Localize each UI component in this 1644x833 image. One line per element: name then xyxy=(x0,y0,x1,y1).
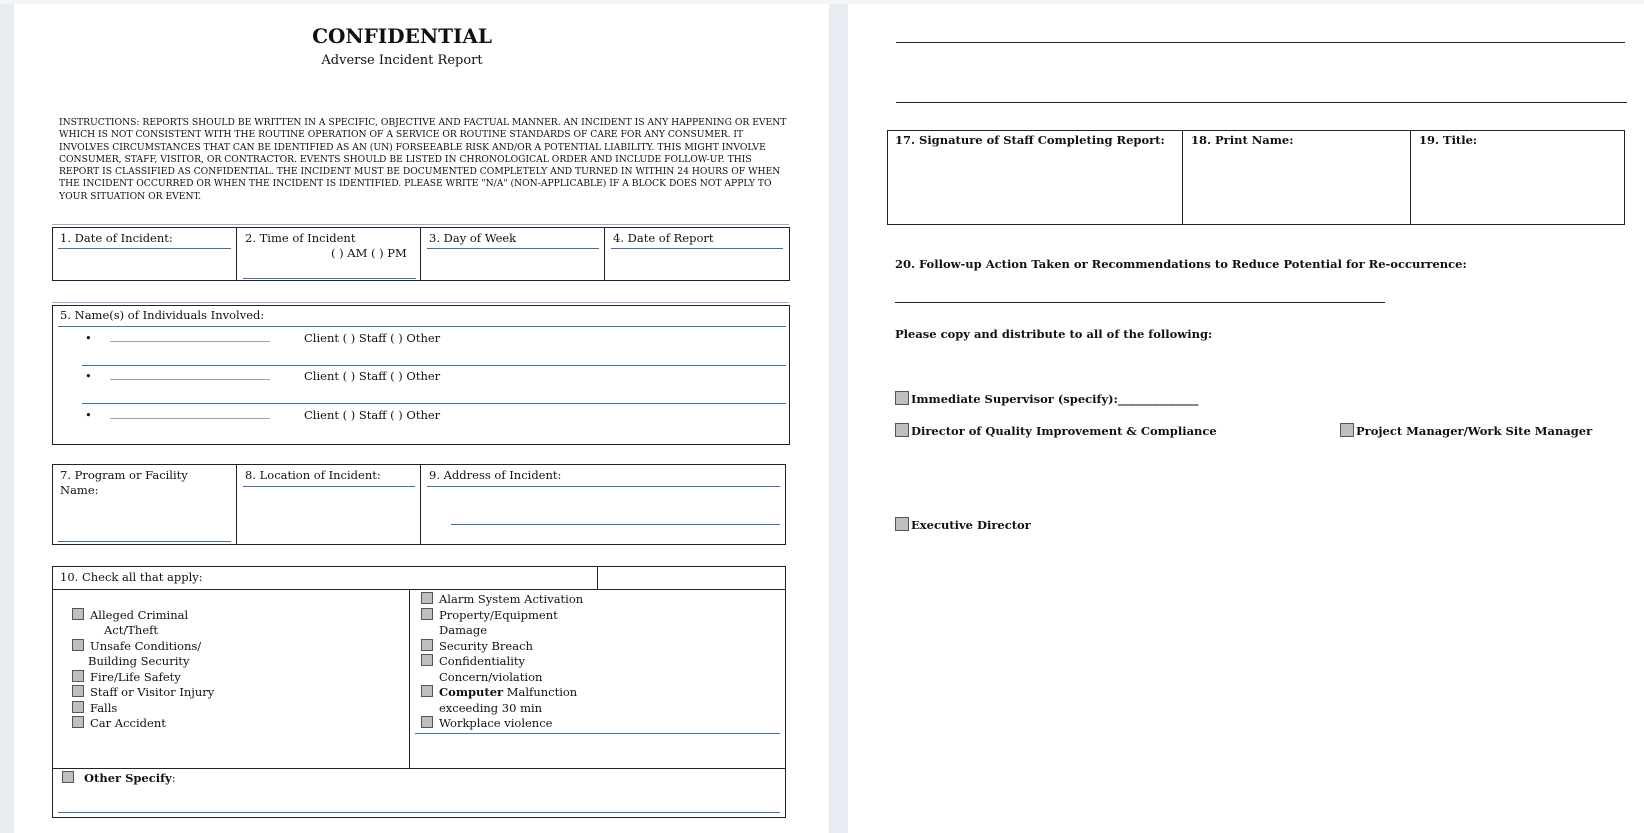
page-1 xyxy=(14,4,829,833)
checkbox-alleged-criminal[interactable] xyxy=(72,608,84,620)
checkbox-unsafe-conditions[interactable] xyxy=(72,639,84,651)
address-field-2[interactable] xyxy=(451,524,780,525)
checkbox-staff-visitor-injury[interactable] xyxy=(72,685,84,697)
individuals-label: 5. Name(s) of Individuals Involved: xyxy=(60,308,265,322)
other-specify-label: Other Specify: xyxy=(84,771,176,785)
option-label: exceeding 30 min xyxy=(439,701,543,715)
program-field[interactable] xyxy=(58,541,231,542)
role-options-3[interactable]: Client ( ) Staff ( ) Other xyxy=(304,408,441,422)
date-of-incident-label: 1. Date of Incident: xyxy=(60,231,173,245)
location-label: 8. Location of Incident: xyxy=(245,468,381,482)
option-label: Alleged Criminal xyxy=(90,608,189,622)
follow-up-field[interactable] xyxy=(895,302,1385,303)
bullet: • xyxy=(85,331,92,345)
checkbox-workplace-violence[interactable] xyxy=(421,716,433,728)
blank-line[interactable] xyxy=(896,42,1625,43)
address-label: 9. Address of Incident: xyxy=(429,468,562,482)
check-all-label: 10. Check all that apply: xyxy=(60,570,203,584)
checkbox-immediate-supervisor[interactable] xyxy=(895,391,909,405)
checkbox-falls[interactable] xyxy=(72,701,84,713)
day-of-week-label: 3. Day of Week xyxy=(429,231,517,245)
option-label: Staff or Visitor Injury xyxy=(90,685,215,699)
follow-up-label: 20. Follow-up Action Taken or Recommendations to Reduce Potential for Re-occurrence: xyxy=(895,257,1467,271)
name-field-1[interactable]: ________________________________ xyxy=(110,331,270,342)
option-label: Workplace violence xyxy=(439,716,553,730)
option-label: Car Accident xyxy=(90,716,166,730)
checkbox-fire-life-safety[interactable] xyxy=(72,670,84,682)
title-label: 19. Title: xyxy=(1419,133,1478,147)
checkbox-property-damage[interactable] xyxy=(421,608,433,620)
page-subtitle: Adverse Incident Report xyxy=(321,53,483,68)
option-label: Property/Equipment xyxy=(439,608,558,622)
date-of-report-label: 4. Date of Report xyxy=(613,231,714,245)
bullet: • xyxy=(85,369,92,383)
bullet: • xyxy=(85,408,92,422)
signature-label: 17. Signature of Staff Completing Report: xyxy=(895,133,1165,147)
checkbox-security-breach[interactable] xyxy=(421,639,433,651)
other-specify-field[interactable] xyxy=(58,812,780,813)
option-label: Computer Malfunction xyxy=(439,685,578,699)
option-label: Fire/Life Safety xyxy=(90,670,181,684)
print-name-label: 18. Print Name: xyxy=(1191,133,1294,147)
option-label: Confidentiality xyxy=(439,654,526,668)
am-pm-options[interactable]: ( ) AM ( ) PM xyxy=(331,246,407,260)
checkbox-executive-director[interactable] xyxy=(895,517,909,531)
option-label: Concern/violation xyxy=(439,670,543,684)
name-field-2[interactable]: ________________________________ xyxy=(110,369,270,380)
role-options-2[interactable]: Client ( ) Staff ( ) Other xyxy=(304,369,441,383)
option-label: Immediate Supervisor (specify):______________ xyxy=(911,392,1199,406)
option-label: Act/Theft xyxy=(104,623,159,637)
date-of-incident-field[interactable] xyxy=(58,248,231,249)
option-label: Security Breach xyxy=(439,639,533,653)
distribute-label: Please copy and distribute to all of the following: xyxy=(895,327,1213,341)
name-field-3[interactable]: ________________________________ xyxy=(110,408,270,419)
option-label: Unsafe Conditions/ xyxy=(90,639,202,653)
option-label: Alarm System Activation xyxy=(439,592,584,606)
page-title: CONFIDENTIAL xyxy=(312,24,492,48)
option-label: Director of Quality Improvement & Compliance xyxy=(911,424,1217,438)
option-label: Project Manager/Work Site Manager xyxy=(1356,424,1593,438)
checkbox-car-accident[interactable] xyxy=(72,716,84,728)
time-of-incident-field[interactable] xyxy=(243,278,416,279)
checkbox-project-manager[interactable] xyxy=(1340,423,1354,437)
instructions-text: INSTRUCTIONS: REPORTS SHOULD BE WRITTEN IN A SPECIFIC, OBJECTIVE AND FACTUAL MANNER. AN INCIDENT IS ANY HAPPENING OR EVENT WHICH IS NOT CONSISTENT WITH THE ROUTINE OPERATION OF A SERVICE OR ROUTINE STANDARDS OF CARE FOR ANY CONSUMER. IT INVOLVES CIRCUMSTANCES THAT CAN BE IDENTIFIED AS AN (UN) FORSEEABLE RISK AND/OR A POTENTIAL LIABILITY. THIS MIGHT INVOLVE CONSUMER, STAFF, VISITOR, OR CONTRACTOR. EVENTS SHOULD BE LISTED IN CHRONOLOGICAL ORDER AND INCLUDE FOLLOW-UP. THIS REPORT IS CLASSIFIED AS CONFIDENTIAL. THE INCIDENT MUST BE DOCUMENTED COMPLETELY AND TURNED IN WITHIN 24 HOURS OF WHEN THE INCIDENT OCCURRED OR WHEN THE INCIDENT IS IDENTIFIED. PLEASE WRITE "N/A" (NON-APPLICABLE) IF A BLOCK DOES NOT APPLY TO YOUR SITUATION OR EVENT. xyxy=(59,117,787,202)
program-label-2: Name: xyxy=(60,483,99,497)
option-label: Executive Director xyxy=(911,518,1031,532)
checkbox-director-qi[interactable] xyxy=(895,423,909,437)
checkbox-alarm-system[interactable] xyxy=(421,592,433,604)
option-label: Building Security xyxy=(88,654,190,668)
checkbox-other-specify[interactable] xyxy=(62,771,74,783)
page-2 xyxy=(848,4,1644,833)
date-of-report-field[interactable] xyxy=(611,248,783,249)
time-of-incident-label: 2. Time of Incident xyxy=(245,231,356,245)
day-of-week-field[interactable] xyxy=(427,248,599,249)
checkbox-computer-malfunction[interactable] xyxy=(421,685,433,697)
checkbox-confidentiality[interactable] xyxy=(421,654,433,666)
location-field[interactable] xyxy=(243,486,415,487)
option-label: Damage xyxy=(439,623,488,637)
address-field-1[interactable] xyxy=(427,486,780,487)
program-label: 7. Program or Facility xyxy=(60,468,188,482)
blank-line[interactable] xyxy=(896,102,1627,103)
option-label: Falls xyxy=(90,701,118,715)
role-options-1[interactable]: Client ( ) Staff ( ) Other xyxy=(304,331,441,345)
